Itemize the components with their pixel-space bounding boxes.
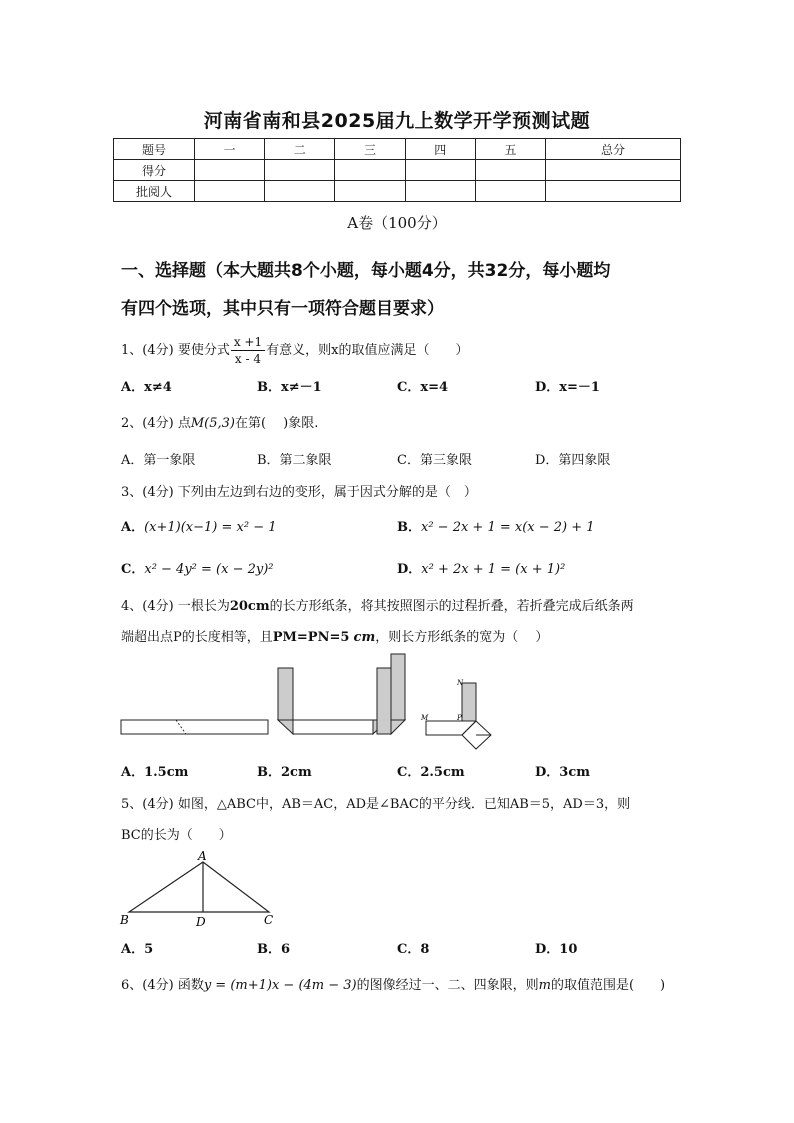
- section-heading-line1: 一、选择题（本大题共8个小题，每小题4分，共32分，每小题均: [121, 261, 611, 281]
- q3-option-c-label: C．: [121, 562, 145, 577]
- q3-option-c-expr: x² − 4y² = (x − 2y)²: [144, 562, 274, 577]
- q1-prefix: 1、(4分) 要使分式: [121, 343, 230, 358]
- volume-heading: A卷（100分）: [347, 214, 447, 232]
- question-5-line2: BC的长为（ ）: [121, 828, 232, 843]
- q1-option-c[interactable]: C．x=4: [397, 380, 449, 395]
- label-n: N: [457, 679, 464, 687]
- q2-point: M(5,3): [190, 416, 235, 431]
- q4-text: 端超出点P的长度相等，且: [121, 630, 273, 645]
- score-table-header-cell: 二: [265, 139, 335, 160]
- q3-option-a-expr: (x+1)(x−1) = x² − 1: [144, 520, 277, 535]
- q1-option-b[interactable]: B．x≠－1: [257, 380, 322, 395]
- q4-text: 的长方形纸条，将其按照图示的过程折叠，若折叠完成后纸条两: [269, 599, 634, 614]
- page-title: 河南省南和县2025届九上数学开学预测试题: [203, 110, 591, 132]
- section-heading-line2: 有四个选项，其中只有一项符合题目要求）: [121, 299, 444, 319]
- q1-option-a[interactable]: A．x≠4: [121, 380, 172, 395]
- score-table-header-cell: 五: [475, 139, 545, 160]
- vertex-c: C: [264, 913, 274, 927]
- q2-suffix: 在第( )象限.: [234, 416, 319, 431]
- score-table-header-cell: 一: [195, 139, 265, 160]
- q3-option-d-expr: x² + 2x + 1 = (x + 1)²: [421, 562, 566, 577]
- q1-option-d[interactable]: D．x=－1: [535, 380, 600, 395]
- q6-suffix: 的取值范围是( ): [550, 978, 666, 993]
- q3-option-d-label: D．: [397, 562, 422, 577]
- point-d: D: [196, 915, 206, 929]
- q2-option-c[interactable]: C．第三象限: [397, 453, 472, 468]
- score-table-header-cell: 题号: [114, 139, 195, 160]
- q6-middle: 的图像经过一、二、四象限，则: [356, 978, 539, 993]
- q4-unit: cm: [353, 630, 376, 645]
- q3-option-b-label: B．: [397, 520, 421, 535]
- q5-option-d[interactable]: D．10: [535, 942, 578, 957]
- q4-text: 4、(4分) 一根长为: [121, 599, 230, 614]
- score-table-header-cell: 四: [405, 139, 475, 160]
- q4-length: 20cm: [229, 599, 270, 614]
- q3-option-b-expr: x² − 2x + 1 = x(x − 2) + 1: [421, 520, 595, 535]
- q6-prefix: 6、(4分) 函数: [121, 978, 204, 993]
- vertex-a: A: [198, 849, 207, 863]
- score-table-row-label: 得分: [114, 160, 195, 181]
- q2-option-d[interactable]: D．第四象限: [535, 453, 611, 468]
- question-3: 3、(4分) 下列由左边到右边的变形，属于因式分解的是（ ）: [121, 485, 477, 500]
- q1-suffix: 有意义，则x的取值应满足（ ）: [266, 343, 469, 358]
- label-p: P: [457, 714, 462, 722]
- q6-var: m: [538, 978, 551, 993]
- q1-fraction-numerator: x +1: [231, 334, 265, 351]
- vertex-b: B: [120, 913, 129, 927]
- q5-option-b[interactable]: B．6: [257, 942, 291, 957]
- q5-option-c[interactable]: C．8: [397, 942, 430, 957]
- triangle-abc: [129, 862, 269, 912]
- score-table-header-cell: 三: [335, 139, 405, 160]
- score-table-header-cell: 总分: [546, 139, 681, 160]
- question-6: [121, 974, 665, 993]
- score-table-row-label: 批阅人: [114, 181, 195, 202]
- q4-option-d[interactable]: D．3cm: [535, 765, 590, 780]
- q4-measure: PM=PN=5: [272, 630, 350, 645]
- q1-fraction-denominator: x - 4: [234, 352, 262, 366]
- q4-option-b[interactable]: B．2cm: [257, 765, 312, 780]
- q2-option-b[interactable]: B．第二象限: [257, 453, 332, 468]
- q4-text: ，则长方形纸条的宽为（ ）: [375, 630, 549, 645]
- q6-expr: y = (m+1)x − (4m − 3): [203, 978, 357, 993]
- q2-option-a[interactable]: A．第一象限: [121, 453, 196, 468]
- q5-option-a[interactable]: A．5: [121, 942, 154, 957]
- q4-option-c[interactable]: C．2.5cm: [397, 765, 465, 780]
- label-m: M: [421, 714, 429, 722]
- q3-option-a-label: A．: [121, 520, 145, 535]
- q4-option-a[interactable]: A．1.5cm: [121, 765, 189, 780]
- q2-prefix: 2、(4分) 点: [121, 416, 191, 431]
- question-5-line1: 5、(4分) 如图，△ABC中，AB＝AC，AD是∠BAC的平分线．已知AB＝5，AD＝3，则: [121, 797, 631, 812]
